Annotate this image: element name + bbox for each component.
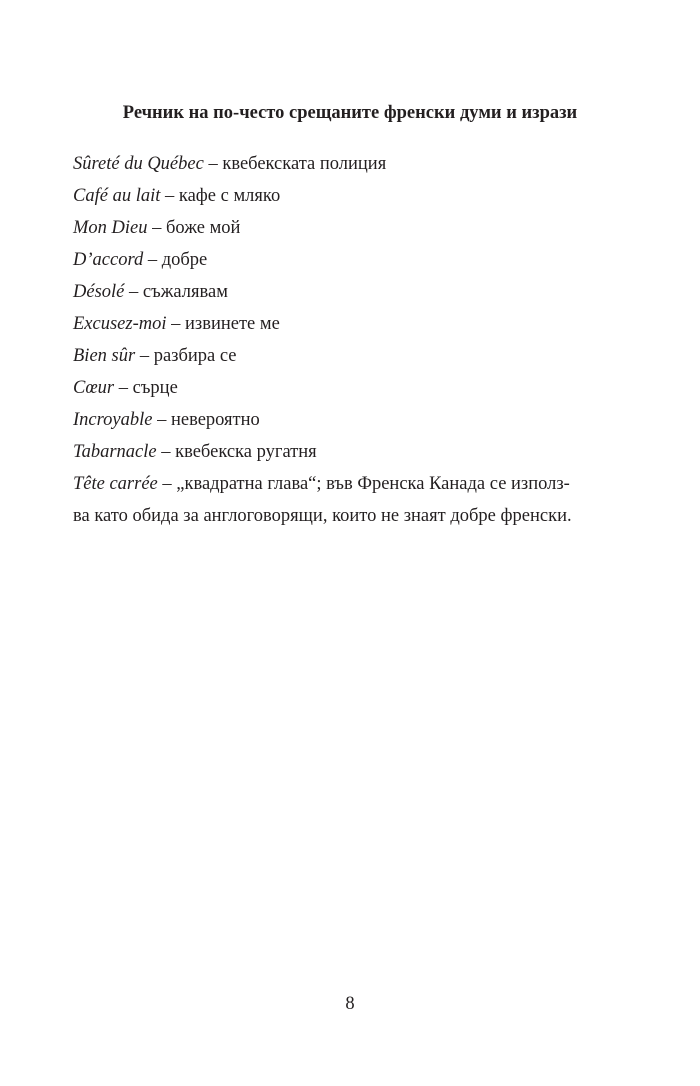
glossary-definition: – разбира се [135,346,237,366]
glossary-term: Cœur [73,378,115,398]
glossary-definition: – боже мой [147,218,241,238]
glossary-term: Tête carrée [73,474,158,494]
page-title: Речник на по-често срещаните френски думи и изрази [122,103,578,123]
glossary-entry [73,404,621,436]
glossary-definition: – квебекска ругатня [156,442,317,462]
glossary-entry [73,212,621,244]
glossary-term: Sûreté du Québec [73,154,204,174]
glossary-term: Mon Dieu [73,218,148,238]
glossary-term: Excusez-moi [73,314,167,334]
glossary-entry [73,436,621,468]
glossary-entry [73,244,621,276]
glossary-list [73,148,621,532]
glossary-definition: – квебекската полиция [203,154,387,174]
page-number: 8 [345,994,355,1014]
glossary-definition: – извинете ме [166,314,280,334]
glossary-entry [73,276,621,308]
glossary-definition: – кафе с мляко [160,186,281,206]
glossary-entry [73,148,621,180]
glossary-definition: – невероятно [152,410,260,430]
glossary-entry [73,372,621,404]
glossary-term: Café au lait [73,186,161,206]
glossary-definition: – сърце [114,378,178,398]
glossary-term: Bien sûr [73,346,136,366]
glossary-definition-continuation: ва като обида за англоговорящи, които не знаят добре френски. [73,506,572,526]
glossary-term: Désolé [73,282,125,302]
glossary-entry [73,340,621,372]
glossary-entry [73,308,621,340]
glossary-term: Incroyable [73,410,153,430]
glossary-entry [73,180,621,212]
glossary-entry-line [73,468,621,500]
glossary-term: D’accord [73,250,144,270]
glossary-entry [73,468,621,532]
glossary-definition: – „квадратна глава“; във Френска Канада се използ- [157,474,570,494]
glossary-definition: – съжалявам [124,282,228,302]
glossary-definition: – добре [143,250,208,270]
glossary-term: Tabarnacle [73,442,157,462]
